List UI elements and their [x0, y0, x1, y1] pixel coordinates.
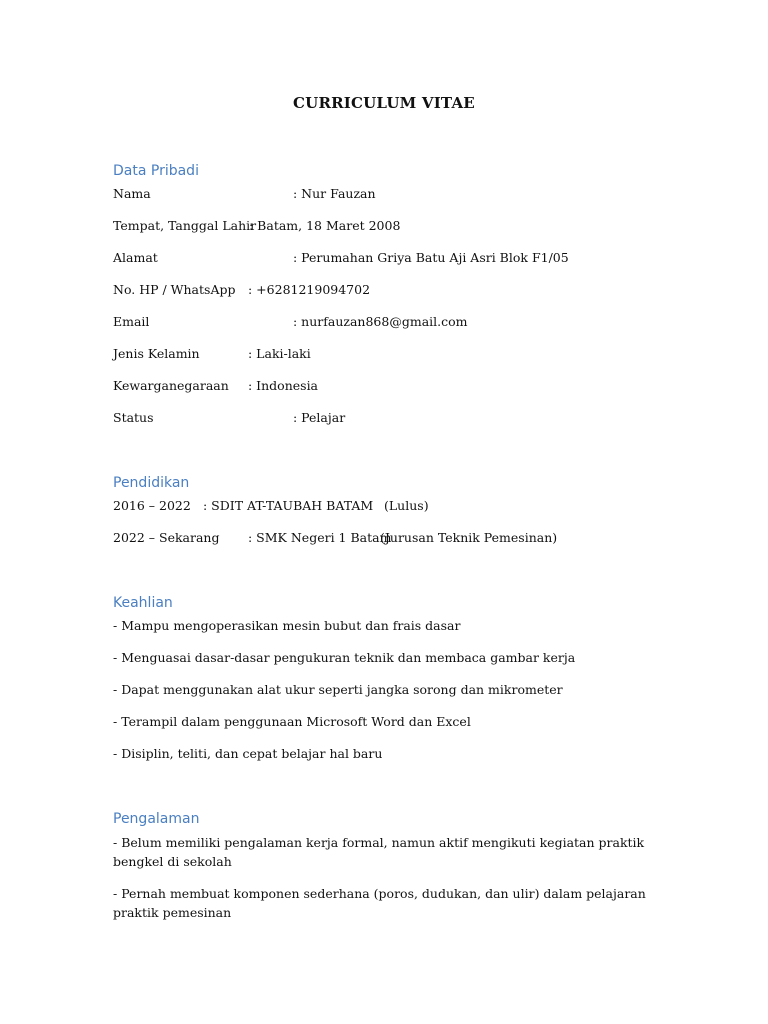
section-heading-keahlian: Keahlian [113, 595, 173, 611]
education-row-1 [113, 497, 429, 515]
personal-label: Jenis Kelamin [113, 346, 200, 361]
personal-value: : Nur Fauzan [293, 186, 376, 201]
personal-row-alamat [113, 249, 569, 267]
personal-label: Alamat [113, 250, 158, 265]
education-row-2 [113, 529, 558, 547]
personal-label: Email [113, 314, 150, 329]
education-school: : SMK Negeri 1 Batam [248, 530, 392, 545]
personal-row-ttl [113, 217, 401, 235]
experience-item: - Pernah membuat komponen sederhana (poros, dudukan, dan ulir) dalam pelajaran praktik pemesinan [113, 886, 646, 920]
personal-label: Nama [113, 186, 151, 201]
personal-label: Status [113, 410, 154, 425]
section-heading-data-pribadi: Data Pribadi [113, 163, 199, 179]
personal-row-citizenship [113, 377, 319, 395]
education-note: (Jurusan Teknik Pemesinan) [380, 530, 558, 545]
personal-label: No. HP / WhatsApp [113, 282, 236, 297]
personal-row-gender [113, 345, 311, 363]
personal-value: : nurfauzan868@gmail.com [293, 314, 468, 329]
section-heading-pengalaman: Pengalaman [113, 811, 200, 827]
document-title: CURRICULUM VITAE [293, 94, 475, 112]
education-period: 2022 – Sekarang [113, 530, 220, 545]
education-note: (Lulus) [384, 498, 429, 513]
education-school: : SDIT AT-TAUBAH BATAM [203, 498, 374, 513]
personal-value: : Perumahan Griya Batu Aji Asri Blok F1/05 [293, 250, 569, 265]
education-period: 2016 – 2022 [113, 498, 191, 513]
personal-value: : Laki-laki [248, 346, 311, 361]
personal-value: : Indonesia [248, 378, 319, 393]
skill-item: - Dapat menggunakan alat ukur seperti jangka sorong dan mikrometer [113, 682, 563, 697]
personal-value: : Batam, 18 Maret 2008 [249, 218, 401, 233]
skill-item: - Disiplin, teliti, dan cepat belajar hal baru [113, 746, 383, 761]
personal-row-status [113, 409, 346, 427]
skill-item: - Terampil dalam penggunaan Microsoft Word dan Excel [113, 714, 471, 729]
personal-label: Tempat, Tanggal Lahir [113, 218, 257, 233]
personal-label: Kewarganegaraan [113, 378, 229, 393]
skill-item: - Menguasai dasar-dasar pengukuran teknik dan membaca gambar kerja [113, 650, 576, 665]
personal-row-email [113, 313, 468, 331]
personal-row-phone [113, 281, 371, 299]
personal-value: : +6281219094702 [248, 282, 371, 297]
personal-value: : Pelajar [293, 410, 346, 425]
section-heading-pendidikan: Pendidikan [113, 475, 190, 491]
personal-row-nama [113, 185, 376, 203]
skill-item: - Mampu mengoperasikan mesin bubut dan frais dasar [113, 618, 461, 633]
experience-item: - Belum memiliki pengalaman kerja formal, namun aktif mengikuti kegiatan praktik bengkel di sekolah [113, 835, 645, 869]
